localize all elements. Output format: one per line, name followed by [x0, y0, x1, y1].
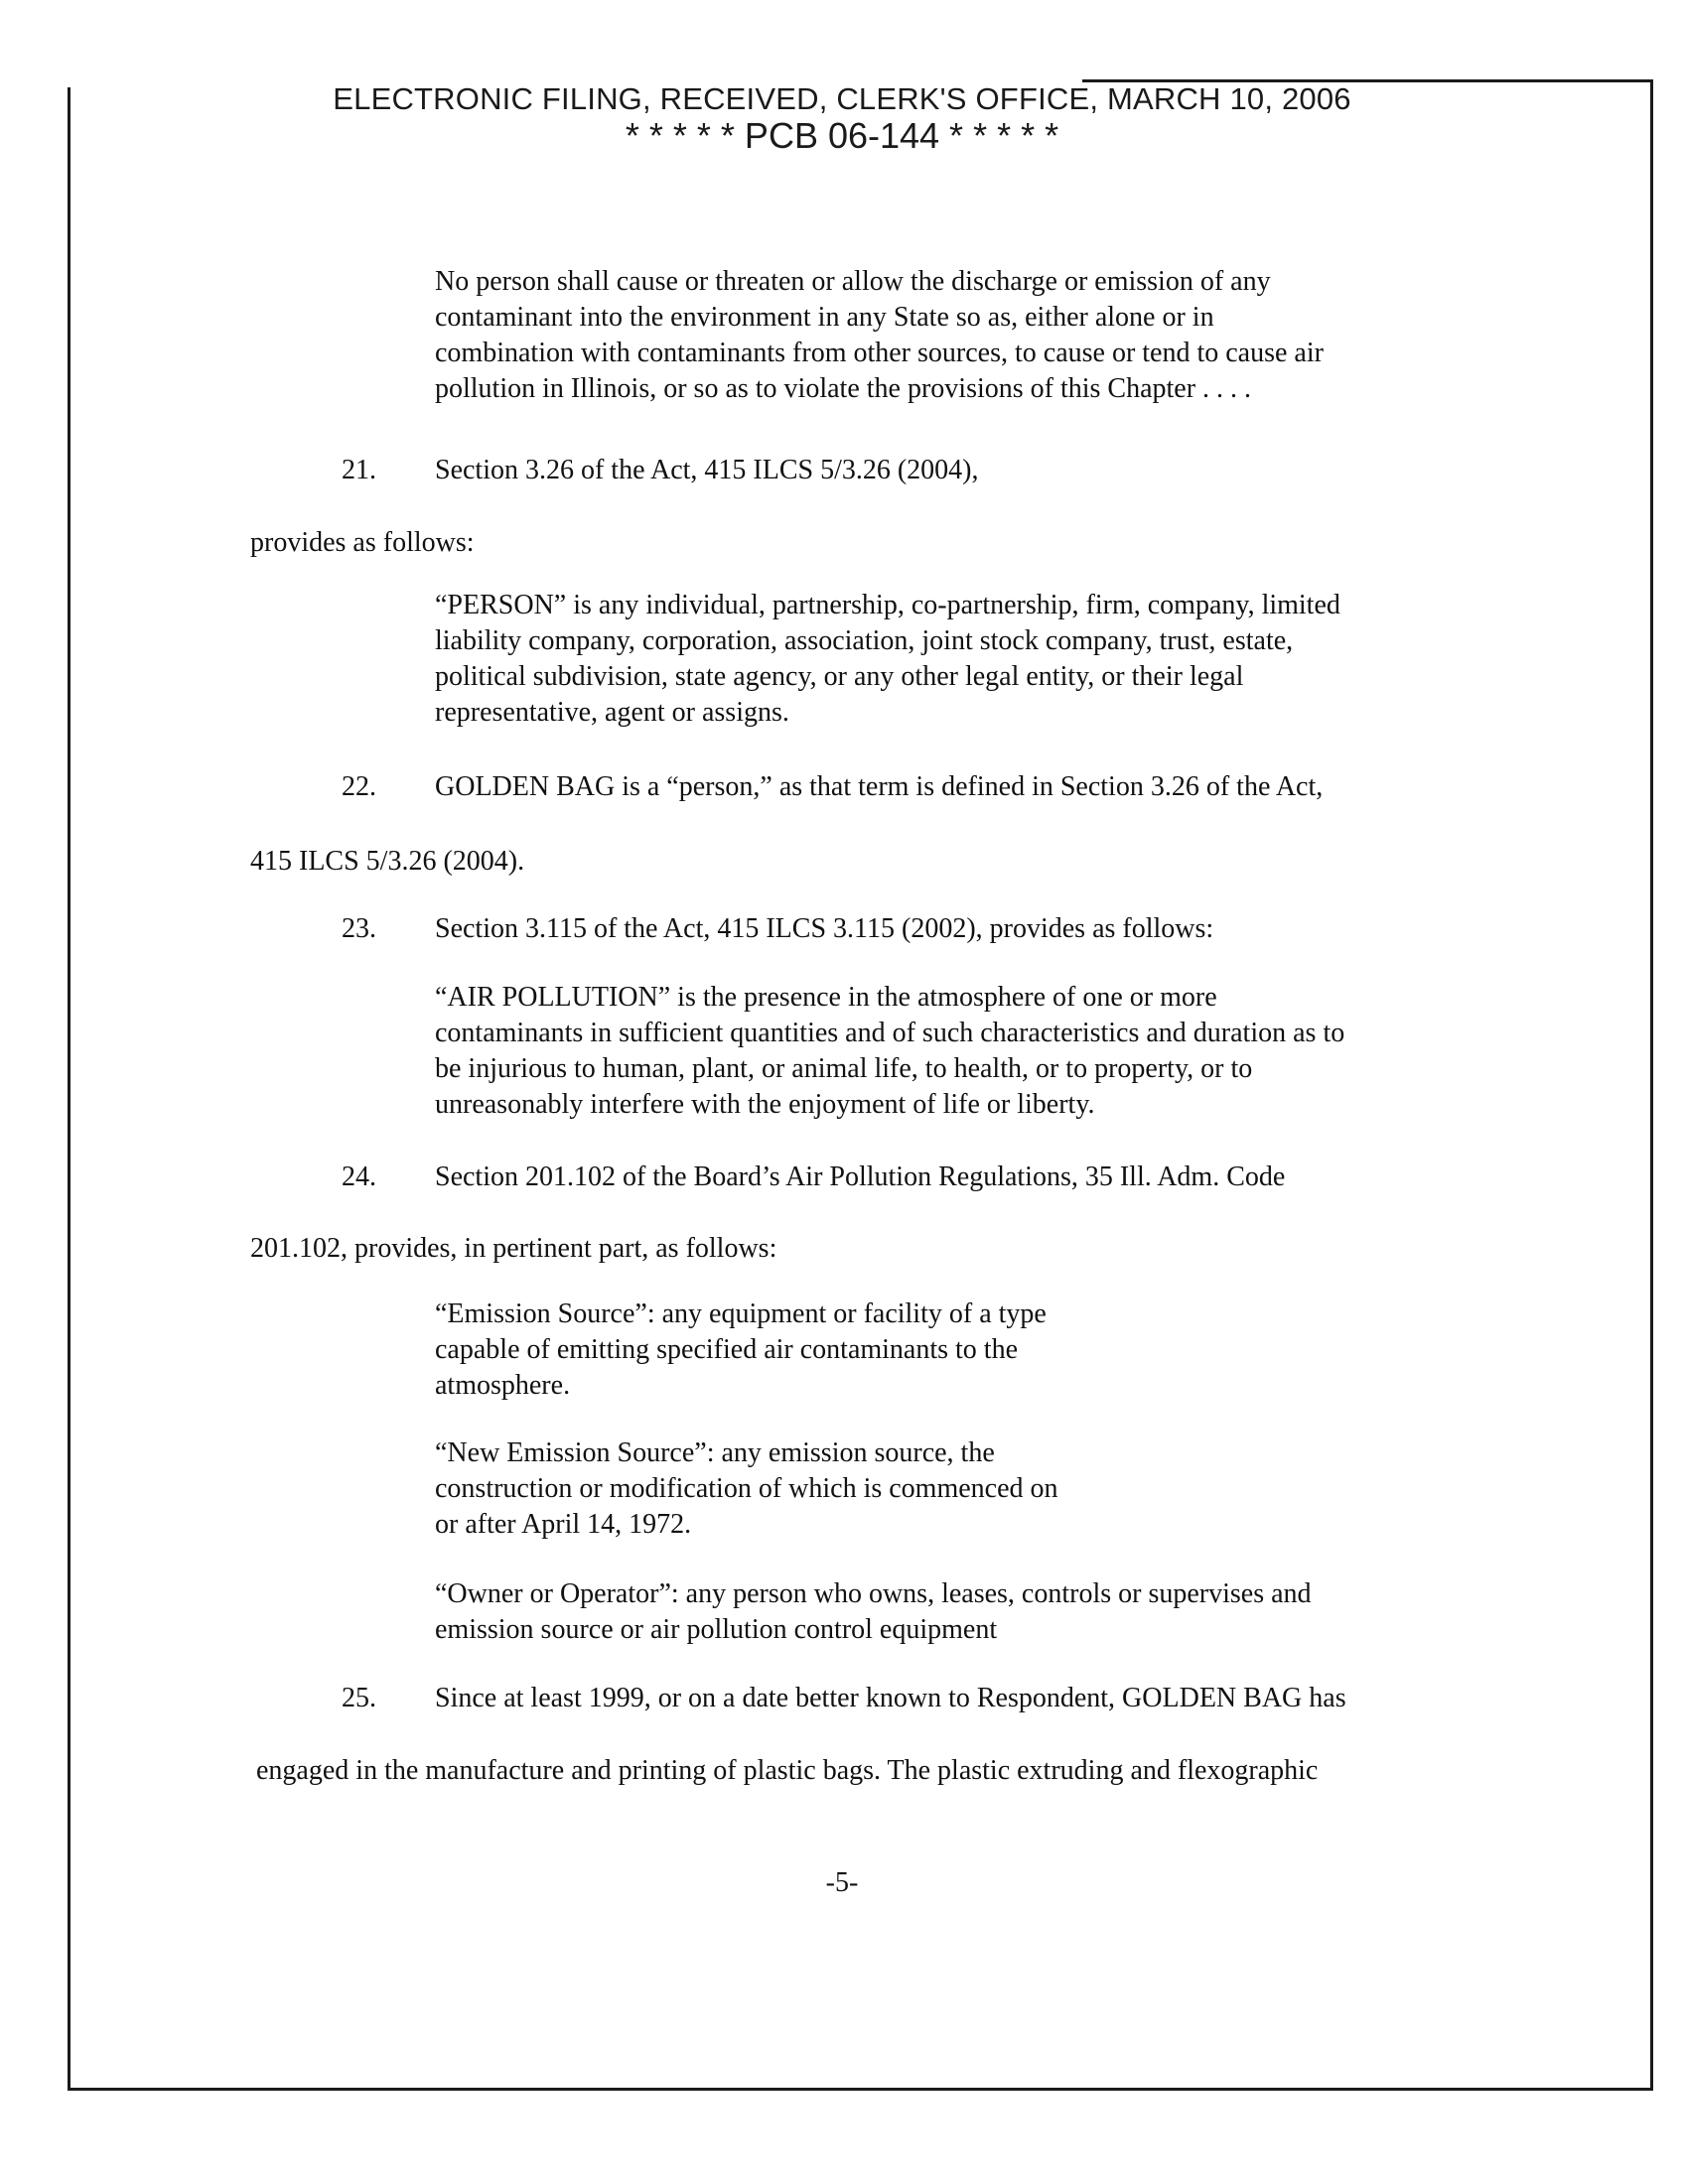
paragraph-25-continuation: engaged in the manufacture and printing of plastic bags. The plastic extruding and flexographic: [256, 1755, 1319, 1786]
paragraph-number-25: 25.: [342, 1683, 376, 1713]
page-border-left: [68, 87, 70, 2091]
definition-new-emission-source: [435, 1435, 1058, 1543]
definition-line: or after April 14, 1972.: [435, 1509, 692, 1540]
filing-stamp: ELECTRONIC FILING, RECEIVED, CLERK'S OFFICE, MARCH 10, 2006: [333, 81, 1351, 116]
block-quote-air-pollution-definition: [435, 980, 1344, 1123]
quote-line: representative, agent or assigns.: [435, 697, 789, 728]
paragraph-21-text: Section 3.26 of the Act, 415 ILCS 5/3.26 (2004),: [435, 455, 979, 485]
definition-emission-source: [435, 1297, 1047, 1404]
quote-line: combination with contaminants from other sources, to cause or tend to cause air: [435, 338, 1324, 368]
page-border-right: [1650, 81, 1653, 2091]
definition-line: atmosphere.: [435, 1370, 571, 1401]
paragraph-25-text: Since at least 1999, or on a date better known to Respondent, GOLDEN BAG has: [435, 1683, 1346, 1713]
definition-line: capable of emitting specified air contaminants to the: [435, 1334, 1019, 1365]
quote-line: “AIR POLLUTION” is the presence in the atmosphere of one or more: [435, 982, 1217, 1013]
definition-line: construction or modification of which is commenced on: [435, 1473, 1058, 1504]
quote-line: No person shall cause or threaten or allow the discharge or emission of any: [435, 266, 1271, 297]
paragraph-number-22: 22.: [342, 771, 376, 802]
quote-line: “PERSON” is any individual, partnership, co-partnership, firm, company, limited: [435, 590, 1340, 620]
quote-line: contaminants in sufficient quantities and of such characteristics and duration as to: [435, 1018, 1345, 1048]
quote-line: contaminant into the environment in any State so as, either alone or in: [435, 302, 1214, 333]
block-quote-section-9a: [435, 264, 1324, 407]
paragraph-22-continuation: 415 ILCS 5/3.26 (2004).: [250, 846, 525, 877]
paragraph-23-text: Section 3.115 of the Act, 415 ILCS 3.115 (2002), provides as follows:: [435, 913, 1214, 944]
paragraph-24-continuation: 201.102, provides, in pertinent part, as follows:: [250, 1233, 777, 1264]
paragraph-number-21: 21.: [342, 455, 376, 485]
quote-line: unreasonably interfere with the enjoyment of life or liberty.: [435, 1089, 1095, 1120]
quote-line: be injurious to human, plant, or animal life, to health, or to property, or to: [435, 1053, 1253, 1084]
definition-owner-or-operator: [435, 1576, 1312, 1648]
quote-line: political subdivision, state agency, or any other legal entity, or their legal: [435, 661, 1244, 692]
block-quote-person-definition: [435, 588, 1340, 731]
definition-line: emission source or air pollution control equipment: [435, 1614, 998, 1645]
page-number: -5-: [825, 1867, 859, 1898]
paragraph-24-text: Section 201.102 of the Board’s Air Pollution Regulations, 35 Ill. Adm. Code: [435, 1161, 1286, 1192]
paragraph-number-23: 23.: [342, 913, 376, 944]
paragraph-21-continuation: provides as follows:: [250, 527, 475, 558]
paragraph-number-24: 24.: [342, 1161, 376, 1192]
definition-line: “New Emission Source”: any emission source, the: [435, 1437, 995, 1468]
paragraph-22-text: GOLDEN BAG is a “person,” as that term is defined in Section 3.26 of the Act,: [435, 771, 1324, 802]
definition-line: “Emission Source”: any equipment or facility of a type: [435, 1298, 1047, 1329]
page-border-bottom: [68, 2088, 1653, 2091]
quote-line: pollution in Illinois, or so as to violate the provisions of this Chapter . . . .: [435, 373, 1252, 404]
quote-line: liability company, corporation, association, joint stock company, trust, estate,: [435, 625, 1294, 656]
case-number: * * * * * PCB 06-144 * * * * *: [625, 115, 1059, 156]
definition-line: “Owner or Operator”: any person who owns, leases, controls or supervises and: [435, 1578, 1312, 1609]
